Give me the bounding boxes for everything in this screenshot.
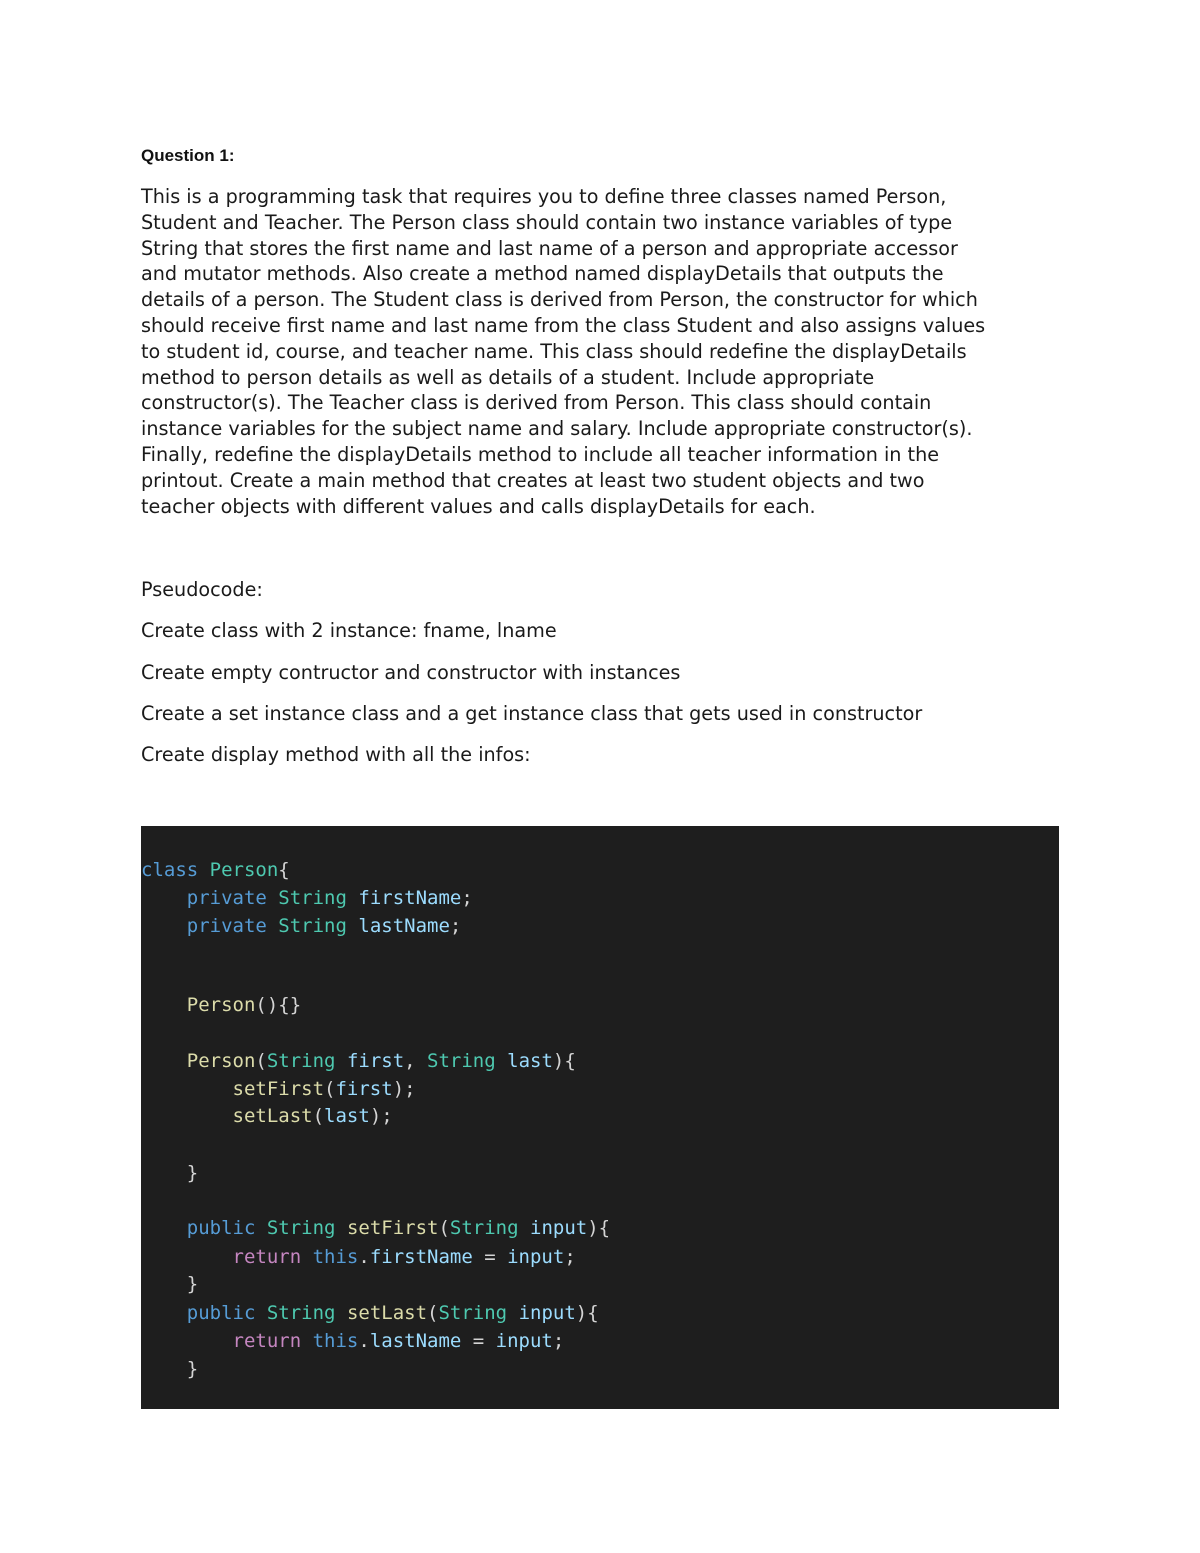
paragraph-line: to student id, course, and teacher name. This class should redefine the displayDetails: [141, 339, 967, 363]
code-token: input: [518, 1302, 576, 1324]
paragraph-line: This is a programming task that requires you to define three classes named Person,: [141, 185, 947, 208]
pseudocode-label: Pseudocode:: [141, 578, 263, 601]
code-token: last: [507, 1050, 553, 1072]
code-line-2: [141, 885, 473, 911]
code-token: [255, 1217, 266, 1239]
code-token: .: [358, 1246, 370, 1268]
code-token: this: [312, 1330, 359, 1352]
code-token: last: [324, 1105, 370, 1127]
code-token: ){: [552, 1050, 576, 1072]
code-token: );: [369, 1105, 393, 1127]
code-token: [347, 915, 358, 937]
code-line-14: [141, 1356, 198, 1382]
code-token: [141, 1050, 187, 1072]
code-token: [301, 1246, 312, 1268]
paragraph-line: constructor(s). The Teacher class is derived from Person. This class should contain: [141, 391, 932, 415]
code-token: lastName: [369, 1330, 462, 1352]
code-token: Person: [186, 1050, 256, 1072]
code-line-12: [141, 1300, 599, 1326]
code-token: Person: [209, 859, 279, 881]
code-token: String: [278, 915, 347, 937]
code-token: }: [186, 1273, 199, 1295]
code-token: String: [266, 1302, 336, 1324]
code-token: [301, 1330, 312, 1352]
code-token: String: [278, 887, 347, 909]
code-line-7: [141, 1103, 393, 1129]
code-token: [141, 1162, 187, 1184]
code-token: [141, 1302, 187, 1324]
code-token: setLast: [232, 1105, 313, 1127]
code-token: [347, 887, 358, 909]
pseudocode-step-4: Create display method with all the infos:: [141, 743, 531, 766]
code-token: =: [461, 1330, 496, 1352]
code-token: firstName: [358, 887, 462, 909]
code-token: String: [449, 1217, 519, 1239]
code-token: public: [186, 1302, 256, 1324]
code-block: [141, 826, 1059, 1409]
code-line-6: [141, 1076, 416, 1102]
paragraph-line: method to person details as well as details of a student. Include appropriate: [141, 365, 875, 389]
code-token: );: [392, 1078, 416, 1100]
code-token: ,: [404, 1050, 428, 1072]
paragraph-line: and mutator methods. Also create a method named displayDetails that outputs the: [141, 262, 944, 286]
code-token: String: [266, 1217, 336, 1239]
question-heading: Question 1:: [141, 146, 235, 165]
code-token: String: [266, 1050, 336, 1072]
code-token: [336, 1050, 347, 1072]
code-token: [267, 887, 278, 909]
code-token: input: [530, 1217, 588, 1239]
code-token: ){: [587, 1217, 611, 1239]
code-line-4: [141, 992, 301, 1018]
code-token: =: [472, 1246, 508, 1268]
paragraph-line: should receive first name and last name from the class Student and also assigns values: [141, 313, 986, 337]
code-line-8: [141, 1160, 198, 1186]
code-token: this: [312, 1246, 359, 1268]
code-token: class: [141, 859, 199, 881]
paragraph-line: String that stores the first name and last name of a person and appropriate accessor: [141, 236, 958, 260]
code-token: ;: [449, 915, 462, 937]
code-token: (: [312, 1105, 325, 1127]
code-token: [507, 1302, 518, 1324]
code-line-11: [141, 1271, 198, 1297]
code-line-9: [141, 1215, 610, 1241]
code-line-3: [141, 913, 461, 939]
code-token: input: [495, 1330, 553, 1352]
paragraph-line: details of a person. The Student class is derived from Person, the constructor for which: [141, 288, 978, 312]
code-token: (: [255, 1050, 267, 1072]
code-token: firstName: [369, 1246, 473, 1268]
paragraph-line: Finally, redefine the displayDetails method to include all teacher information in the: [141, 442, 940, 466]
code-token: return: [232, 1246, 302, 1268]
code-token: [141, 1078, 233, 1100]
code-token: Person: [186, 994, 256, 1016]
code-token: [198, 859, 209, 881]
code-token: ;: [564, 1246, 576, 1268]
pseudocode-step-2: Create empty contructor and constructor with instances: [141, 661, 681, 684]
code-token: [141, 915, 187, 937]
code-token: String: [438, 1302, 508, 1324]
code-token: first: [346, 1050, 405, 1072]
code-token: [496, 1050, 507, 1072]
code-token: [141, 1217, 187, 1239]
code-token: ;: [552, 1330, 565, 1352]
code-token: setFirst: [346, 1217, 439, 1239]
code-token: {: [278, 859, 290, 881]
code-line-1: [141, 857, 290, 883]
code-token: lastName: [358, 915, 450, 937]
question-paragraph: [141, 184, 1071, 519]
code-token: setLast: [346, 1302, 428, 1324]
pseudocode-step-3: Create a set instance class and a get instance class that gets used in constructor: [141, 702, 923, 725]
code-token: [519, 1217, 530, 1239]
code-token: [255, 1302, 266, 1324]
code-line-5: [141, 1048, 576, 1074]
code-token: [336, 1302, 347, 1324]
code-token: [141, 1273, 187, 1295]
code-token: return: [232, 1330, 302, 1352]
code-token: [267, 915, 278, 937]
code-token: setFirst: [232, 1078, 325, 1100]
code-token: (: [427, 1302, 439, 1324]
code-token: ){: [575, 1302, 599, 1324]
code-token: [141, 1330, 233, 1352]
paragraph-line: teacher objects with different values and calls displayDetails for each.: [141, 494, 816, 518]
code-token: [336, 1217, 347, 1239]
code-token: }: [186, 1358, 199, 1380]
code-token: [141, 994, 187, 1016]
code-token: private: [186, 887, 267, 909]
paragraph-line: instance variables for the subject name and salary. Include appropriate constructor(s).: [141, 417, 973, 441]
code-line-10: [141, 1244, 576, 1270]
pseudocode-step-1: Create class with 2 instance: fname, lname: [141, 619, 557, 642]
paragraph-line: printout. Create a main method that creates at least two student objects and two: [141, 468, 925, 492]
code-token: [141, 1358, 187, 1380]
code-token: public: [186, 1217, 256, 1239]
code-token: (){}: [255, 994, 302, 1016]
code-token: [141, 887, 187, 909]
code-token: [141, 1105, 233, 1127]
code-token: ;: [461, 887, 473, 909]
paragraph-line: Student and Teacher. The Person class should contain two instance variables of type: [141, 210, 953, 234]
code-token: [141, 1246, 233, 1268]
code-token: input: [507, 1246, 565, 1268]
code-line-13: [141, 1328, 564, 1354]
code-token: .: [358, 1330, 370, 1352]
code-token: }: [186, 1162, 199, 1184]
code-token: private: [186, 915, 267, 937]
code-token: String: [427, 1050, 496, 1072]
code-token: (: [324, 1078, 336, 1100]
code-token: (: [438, 1217, 450, 1239]
code-token: first: [335, 1078, 393, 1100]
